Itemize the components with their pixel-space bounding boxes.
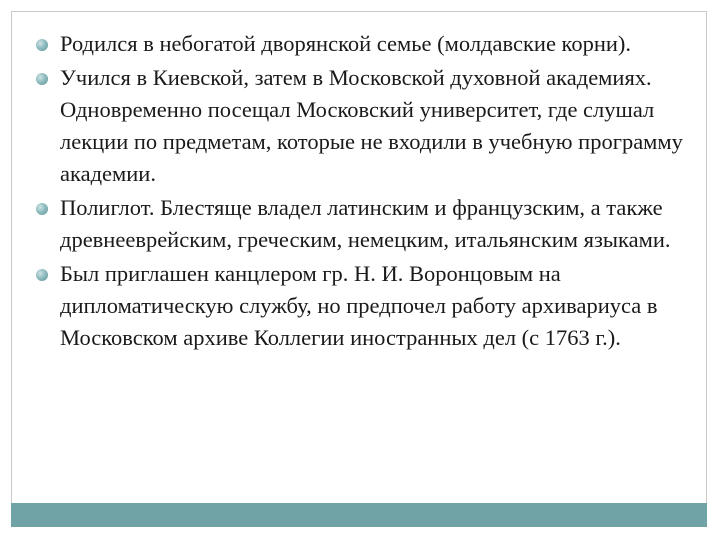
bullet-dot-icon — [36, 73, 48, 85]
footer-bar — [11, 503, 707, 527]
bullet-list — [34, 28, 698, 356]
bullet-item — [34, 62, 698, 190]
bullet-text: Учился в Киевской, затем в Московской духовной академиях. Одновременно посещал Московский университет, где слушал лекции по предметам, которые не входили в учебную программу академии. — [60, 65, 683, 186]
bullet-text: Родился в небогатой дворянской семье (молдавские корни). — [60, 31, 632, 56]
bullet-dot-icon — [36, 39, 48, 51]
bullet-dot-icon — [36, 203, 48, 215]
bullet-text: Был приглашен канцлером гр. Н. И. Воронцовым на дипломатическую службу, но предпочел работу архивариуса в Московском архиве Коллегии иностранных дел (с 1763 г.). — [60, 261, 658, 350]
bullet-item — [34, 28, 698, 60]
bullet-text: Полиглот. Блестяще владел латинским и французским, а также древнееврейским, греческим, немецким, итальянским языками. — [60, 195, 671, 252]
bullet-item — [34, 258, 698, 354]
bullet-item — [34, 192, 698, 256]
bullet-dot-icon — [36, 269, 48, 281]
